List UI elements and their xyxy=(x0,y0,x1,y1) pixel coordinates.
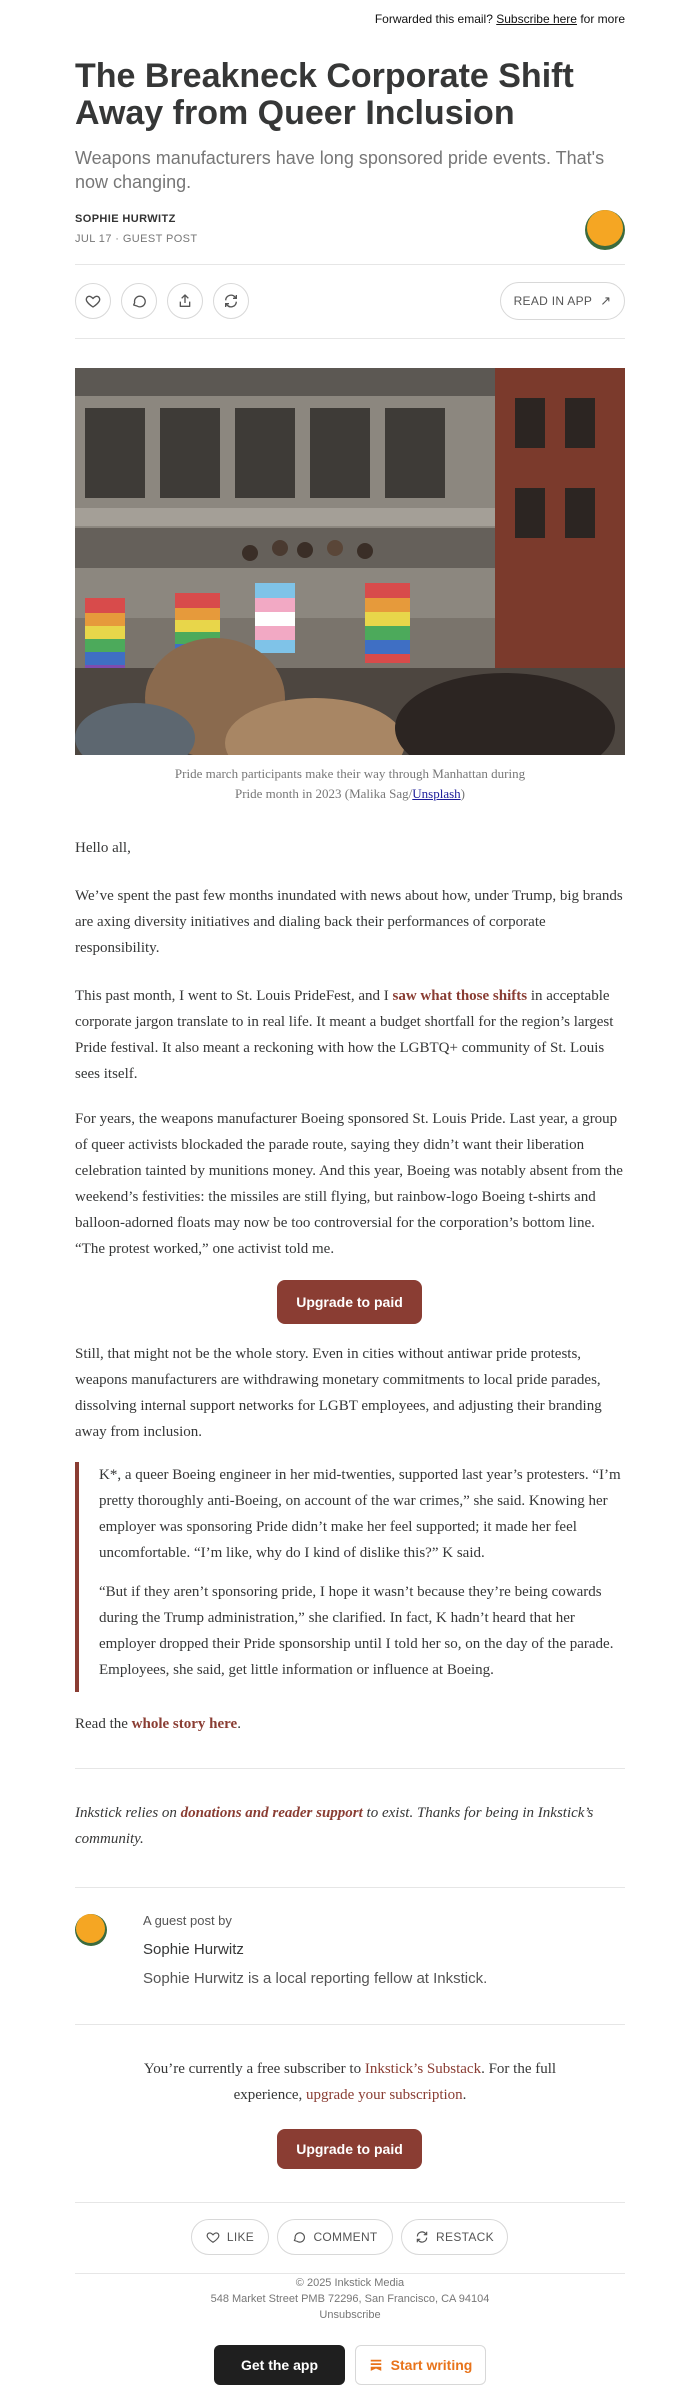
post-header xyxy=(75,58,625,132)
heart-icon xyxy=(206,2230,220,2244)
comment-icon xyxy=(292,2230,306,2244)
publication-avatar[interactable] xyxy=(585,210,625,250)
start-writing-button[interactable] xyxy=(355,2345,486,2385)
guest-bio: Sophie Hurwitz is a local reporting fellow at Inkstick. xyxy=(143,1970,488,1987)
read-in-app-button[interactable] xyxy=(500,282,625,320)
heart-icon xyxy=(85,293,101,309)
like-label: LIKE xyxy=(226,2230,255,2244)
caption-line-1: Pride march participants make their way through Manhattan during xyxy=(174,766,526,781)
comment-label: COMMENT xyxy=(313,2230,378,2244)
greeting: Hello all, xyxy=(75,840,131,856)
unsplash-link[interactable]: Unsplash xyxy=(412,786,461,801)
comment-button[interactable] xyxy=(121,283,157,319)
caption-credit: Pride month in 2023 (Malika Sag/ xyxy=(234,786,413,801)
paragraph-3: For years, the weapons manufacturer Boeing sponsored St. Louis Pride. Last year, a group of queer activists blockaded the parade route, saying they didn’t want their liberation celebration tainted by munitions money. And this year, Boeing was notably absent from the weekend’s festivities: the missiles are still flying, but rainbow-logo Boeing t-shirts and balloon-adorned floats may now be too controversial for the corporation’s bottom line. “The protest worked,” one activist told me. xyxy=(75,1111,623,1257)
guest-avatar-icon xyxy=(76,1914,105,1943)
divider xyxy=(75,2202,625,2203)
paragraph-2 xyxy=(75,983,625,1087)
read-in-app-label: READ IN APP xyxy=(513,294,593,308)
upgrade-button-bottom[interactable]: Upgrade to paid xyxy=(277,2129,422,2169)
guest-name[interactable]: Sophie Hurwitz xyxy=(143,1941,244,1958)
header-image[interactable] xyxy=(75,368,625,755)
quote-paragraph-1: K*, a queer Boeing engineer in her mid-twenties, supported last year’s protesters. “I’m pretty thoroughly anti-Boeing, on account of the war crimes,” she said. Knowing her employer was sponsoring Pride didn’t make her feel supported; it made her feel uncomfortable. “I’m like, why do I kind of dislike this?” K said. xyxy=(99,1467,621,1561)
support-end: to exist. Thanks for being in Inkstick’s community. xyxy=(75,1805,594,1847)
forward-notice xyxy=(375,12,625,26)
subscriber-text: You’re currently a free subscriber to xyxy=(143,2061,365,2077)
paragraph-1: We’ve spent the past few months inundated with news about how, under Trump, big brands are axing diversity initiatives and dialing back their performances of corporate responsibility. xyxy=(75,888,623,956)
divider xyxy=(75,2024,625,2025)
restack-icon xyxy=(223,293,239,309)
comment-pill[interactable] xyxy=(277,2219,393,2255)
read-suffix: . xyxy=(237,1716,241,1732)
caption-end: ) xyxy=(460,786,466,801)
restack-button[interactable] xyxy=(213,283,249,319)
get-the-app-button[interactable]: Get the app xyxy=(214,2345,345,2385)
quote-paragraph-2: “But if they aren’t sponsoring pride, I hope it wasn’t because they’re being cowards during the Trump administration,” she clarified. In fact, K hadn’t heard that her employer dropped their Pride sponsorship until I told her so, on the day of the parade. Employees, she said, get little information or influence at Boeing. xyxy=(99,1584,614,1678)
caption-line-2 xyxy=(75,784,625,804)
start-writing-label: Start writing xyxy=(390,2357,473,2373)
post-title[interactable]: The Breakneck Corporate Shift Away from Queer Inclusion xyxy=(75,57,574,132)
pride-parade-photo xyxy=(75,368,625,755)
paragraph-4: Still, that might not be the whole story. Even in cities without antiwar pride protests, weapons manufacturers are withdrawing monetary commitments to local pride parades, dissolving internal support networks for LGBT employees, and adjusting their branding away from inclusion. xyxy=(75,1346,602,1440)
restack-label: RESTACK xyxy=(436,2230,494,2244)
like-pill[interactable] xyxy=(191,2219,269,2255)
guest-avatar[interactable] xyxy=(75,1914,107,1946)
arrow-up-right-icon: ↗ xyxy=(600,293,612,308)
restack-icon xyxy=(415,2230,429,2244)
upgrade-button[interactable]: Upgrade to paid xyxy=(277,1280,422,1324)
support-start: Inkstick relies on xyxy=(75,1805,181,1821)
post-subtitle: Weapons manufacturers have long sponsored pride events. That's now changing. xyxy=(75,148,605,192)
unsubscribe-link[interactable]: Unsubscribe xyxy=(319,2309,381,2321)
copyright: © 2025 Inkstick Media xyxy=(295,2277,405,2289)
divider xyxy=(75,2273,625,2274)
share-button[interactable] xyxy=(167,283,203,319)
substack-logo-icon xyxy=(369,2358,383,2372)
restack-pill[interactable] xyxy=(401,2219,508,2255)
substack-link[interactable]: Inkstick’s Substack xyxy=(364,2061,482,2077)
forward-suffix: for more xyxy=(580,12,625,26)
paragraph-2-end: in acceptable corporate jargon translate to in real life. It meant a budget shortfall for the region’s largest Pride festival. It also meant a reckoning with how the LGBTQ+ community of St. Louis sees itself. xyxy=(75,988,614,1082)
donations-link[interactable]: donations and reader support xyxy=(180,1805,363,1821)
guest-label: A guest post by xyxy=(143,1913,232,1928)
divider xyxy=(75,264,625,265)
read-prefix: Read the xyxy=(75,1716,132,1732)
divider xyxy=(75,338,625,339)
blockquote xyxy=(75,1462,625,1692)
divider xyxy=(75,1768,625,1769)
post-meta: JUL 17 · GUEST POST xyxy=(75,233,198,245)
subscriber-note xyxy=(120,2056,580,2108)
forward-text: Forwarded this email? xyxy=(374,12,493,26)
subscriber-text-2: . For the full experience, xyxy=(233,2061,557,2103)
image-caption xyxy=(75,764,625,804)
divider xyxy=(75,1887,625,1888)
read-more xyxy=(75,1711,625,1737)
whole-story-link[interactable]: whole story here xyxy=(131,1716,238,1732)
subscribe-link[interactable]: Subscribe here xyxy=(496,12,577,26)
avatar-icon xyxy=(587,210,623,246)
address: 548 Market Street PMB 72296, San Francisco, CA 94104 xyxy=(210,2293,490,2305)
like-button[interactable] xyxy=(75,283,111,319)
subscriber-text-3: . xyxy=(462,2087,467,2103)
support-note xyxy=(75,1800,625,1852)
upgrade-subscription-link[interactable]: upgrade your subscription xyxy=(306,2087,463,2103)
share-icon xyxy=(177,293,193,309)
author-name[interactable]: SOPHIE HURWITZ xyxy=(75,213,176,225)
shifts-link[interactable]: saw what those shifts xyxy=(392,988,528,1004)
comment-icon xyxy=(131,293,147,309)
paragraph-2-start: This past month, I went to St. Louis PrideFest, and I xyxy=(75,988,393,1004)
